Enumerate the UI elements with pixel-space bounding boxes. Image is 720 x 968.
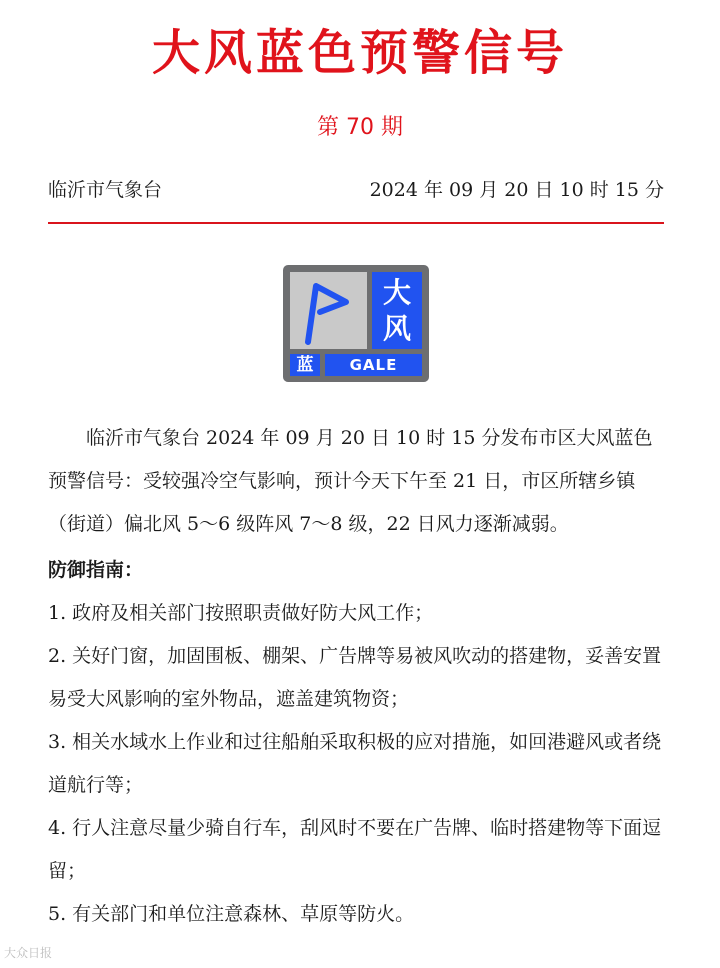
guide-item-1: 1. 政府及相关部门按照职责做好防大风工作； [48,602,434,624]
signal-type-chars [372,272,422,349]
warning-content [48,417,664,936]
intro-paragraph: 临沂市气象台 2024 年 09 月 20 日 10 时 15 分发布市区大风蓝色预警信号：受较强冷空气影响，预计今天下午至 21 日，市区所辖乡镇（街道）偏北风 5～6 级阵风 7～8 级，22 日风力逐渐减弱。 [48,427,653,535]
warning-signal-icon [283,265,429,382]
guide-item-2: 2. 关好门窗，加固围板、棚架、广告牌等易被风吹动的搭建物，妥善安置易受大风影响的室外物品，遮盖建筑物资； [48,645,662,710]
signal-char-top: 大 [382,276,411,309]
guide-title: 防御指南： [48,559,144,581]
blue-flag-icon [290,272,367,349]
signal-level-char: 蓝 [290,354,320,376]
flag-panel [290,272,367,349]
guide-item-4: 4. 行人注意尽量少骑自行车，刮风时不要在广告牌、临时搭建物等下面逗留； [48,817,662,882]
header-divider [48,222,664,224]
page-title: 大风蓝色预警信号 [151,25,568,81]
signal-english-label: GALE [325,354,422,376]
guide-item-3: 3. 相关水域水上作业和过往船舶采取积极的应对措施，如回港避风或者绕道航行等； [48,731,662,796]
guide-item-5: 5. 有关部门和单位注意森林、草原等防火。 [48,903,415,925]
meta-line [48,175,664,205]
issue-number: 第 70 期 [317,115,403,140]
watermark: 大众日报 [4,946,53,960]
signal-char-bottom: 风 [382,312,411,345]
issuer: 临沂市气象台 [48,179,163,201]
issue-datetime: 2024 年 09 月 20 日 10 时 15 分 [369,179,664,201]
